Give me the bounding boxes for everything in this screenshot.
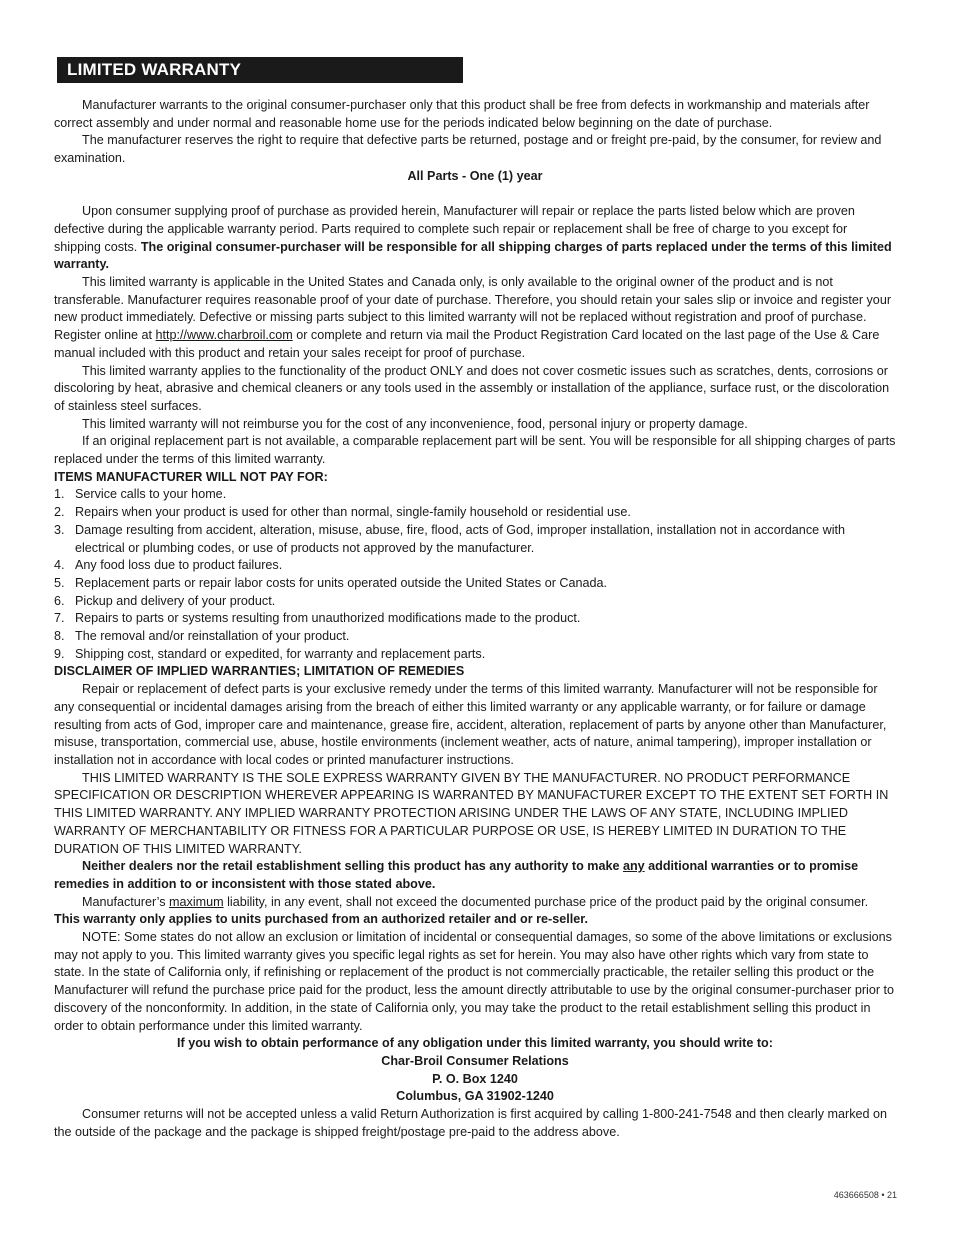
authorized-retailer-notice: This warranty only applies to units purchased from an authorized retailer and or re-seller. [54, 912, 588, 927]
paragraph-exclusive-remedy: Repair or replacement of defect parts is your exclusive remedy under the terms of this limited warranty. Manufacturer will not be responsible for any consequential or incidental damages arising from the breach of either this limited warranty or any applicable warranty, or for failure or damage resulting from acts of God, improper care and maintenance, grease fire, accident, alteration, replacement of parts by anyone other than Manufacturer, misuse, transportation, commercial use, abuse, hostile environments (inclement weather, acts of nature, animal tampering), improper installation or installation not in accordance with local codes or printed manufacturer instructions. [54, 682, 887, 767]
excluded-items-list [54, 486, 896, 663]
section-title: LIMITED WARRANTY [57, 57, 463, 83]
list-item: 6. Pickup and delivery of your product. [54, 593, 276, 608]
paragraph-registration: This limited warranty is applicable in the United States and Canada only, is only available to the original owner of the product and is not transferable. Manufacturer requires reasonable proof of your date of purchase. Therefore, you should retain your sales slip or invoice and register your new product immediately. Defective or missing parts subject to this limited warranty will not be replaced without registration and proof of purchase. Register online at http://www.charbroil.com or complete and return via mail the Product Registration Card located on the last page of the Use & Care manual included with this product and retain your sales receipt for proof of purchase. [54, 275, 892, 360]
address-line-1: Char-Broil Consumer Relations [381, 1053, 569, 1068]
list-item: 3. Damage resulting from accident, alteration, misuse, abuse, fire, flood, acts of God, improper installation, installation not in accordance with electrical or plumbing codes, or use of products not approved by the manufacturer. [54, 522, 846, 555]
page-footer: 463666508 • 21 [833, 1190, 897, 1200]
parts-period-heading: All Parts - One (1) year [407, 168, 543, 183]
items-heading: ITEMS MANUFACTURER WILL NOT PAY FOR: [54, 469, 328, 484]
list-item: 4. Any food loss due to product failures. [54, 558, 283, 573]
list-item: 2. Repairs when your product is used for other than normal, single-family household or residential use. [54, 505, 631, 520]
website-link[interactable]: http://www.charbroil.com [155, 328, 293, 343]
paragraph-sole-warranty: THIS LIMITED WARRANTY IS THE SOLE EXPRESS WARRANTY GIVEN BY THE MANUFACTURER. NO PRODUCT PERFORMANCE SPECIFICATION OR DESCRIPTION WHEREVER APPEARING IS WARRANTED BY MANUFACTURER EXCEPT TO THE EXTENT SET FORTH IN THIS LIMITED WARRANTY. ANY IMPLIED WARRANTY PROTECTION ARISING UNDER THE LAWS OF ANY STATE, INCLUDING IMPLIED WARRANTY OF MERCHANTABILITY OR FITNESS FOR A PARTICULAR PURPOSE OR USE, IS HEREBY LIMITED IN DURATION TO THE DURATION OF THIS LIMITED WARRANTY. [54, 770, 889, 856]
address-line-2: P. O. Box 1240 [432, 1071, 518, 1086]
list-item: 7. Repairs to parts or systems resulting from unauthorized modifications made to the product. [54, 611, 581, 626]
paragraph-coverage: Manufacturer warrants to the original consumer-purchaser only that this product shall be free from defects in workmanship and materials after correct assembly and under normal and reasonable home use for the periods indicated below beginning on the date of purchase. [54, 98, 870, 130]
paragraph-dealers: Neither dealers nor the retail establishment selling this product has any authority to make any additional warranties or to promise remedies in addition to or inconsistent with those stated above. [54, 859, 859, 891]
disclaimer-heading: DISCLAIMER OF IMPLIED WARRANTIES; LIMITATION OF REMEDIES [54, 664, 465, 679]
paragraph-return-right: The manufacturer reserves the right to require that defective parts be returned, postage and or freight pre-paid, by the consumer, for review and examination. [54, 133, 882, 166]
address-line-3: Columbus, GA 31902-1240 [396, 1089, 554, 1104]
paragraph-liability: Manufacturer’s maximum liability, in any event, shall not exceed the documented purchase price of the product paid by the original consumer. [82, 894, 869, 909]
warranty-body [54, 97, 896, 1141]
paragraph-reimbursement: This limited warranty will not reimburse you for the cost of any inconvenience, food, personal injury or property damage. [82, 416, 748, 431]
paragraph-replacement-part: If an original replacement part is not available, a comparable replacement part will be sent. You will be responsible for all shipping charges of parts replaced under the terms of this limited warranty. [54, 434, 896, 467]
list-item: 1. Service calls to your home. [54, 487, 227, 502]
paragraph-cosmetic: This limited warranty applies to the functionality of the product ONLY and does not cover cosmetic issues such as scratches, dents, corrosions or discoloring by heat, abrasive and chemical cleaners or any tools used in the assembly or installation of the appliance, surface rust, or the discoloration of stainless steel surfaces. [54, 363, 890, 413]
shipping-charges-notice: The original consumer-purchaser will be responsible for all shipping charges of parts replaced under the terms of this limited warranty. [54, 239, 892, 272]
list-item: 8. The removal and/or reinstallation of your product. [54, 629, 350, 644]
paragraph-returns: Consumer returns will not be accepted unless a valid Return Authorization is first acquired by calling 1-800-241-7548 and then clearly marked on the outside of the package and the package is shipped freight/postage pre-paid to the address above. [54, 1107, 888, 1139]
address-intro: If you wish to obtain performance of any obligation under this limited warranty, you should write to: [177, 1036, 773, 1051]
list-item: 9. Shipping cost, standard or expedited, for warranty and replacement parts. [54, 646, 486, 661]
list-item: 5. Replacement parts or repair labor costs for units operated outside the United States or Canada. [54, 575, 608, 590]
paragraph-note: NOTE: Some states do not allow an exclusion or limitation of incidental or consequential damages, so some of the above limitations or exclusions may not apply to you. This limited warranty gives you specific legal rights as set for herein. You may also have other rights which vary from state to state. In the state of California only, if refinishing or replacement of the product is not commercially practicable, the retailer selling this product or the Manufacturer will refund the purchase price paid for the product, less the amount directly attributable to use by the original consumer-purchaser prior to discovery of the nonconformity. In addition, in the state of California only, you may take the product to the retail establishment selling this product in order to obtain performance under this limited warranty. [54, 930, 895, 1033]
paragraph-repair-replace: Upon consumer supplying proof of purchase as provided herein, Manufacturer will repair or replace the parts listed below which are proven defective during the applicable warranty period. Parts required to complete such repair or replacement shall be free of charge to you except for shipping costs. The original consumer-purchaser will be responsible for all shipping charges of parts replaced under the terms of this limited warranty. [54, 204, 892, 272]
